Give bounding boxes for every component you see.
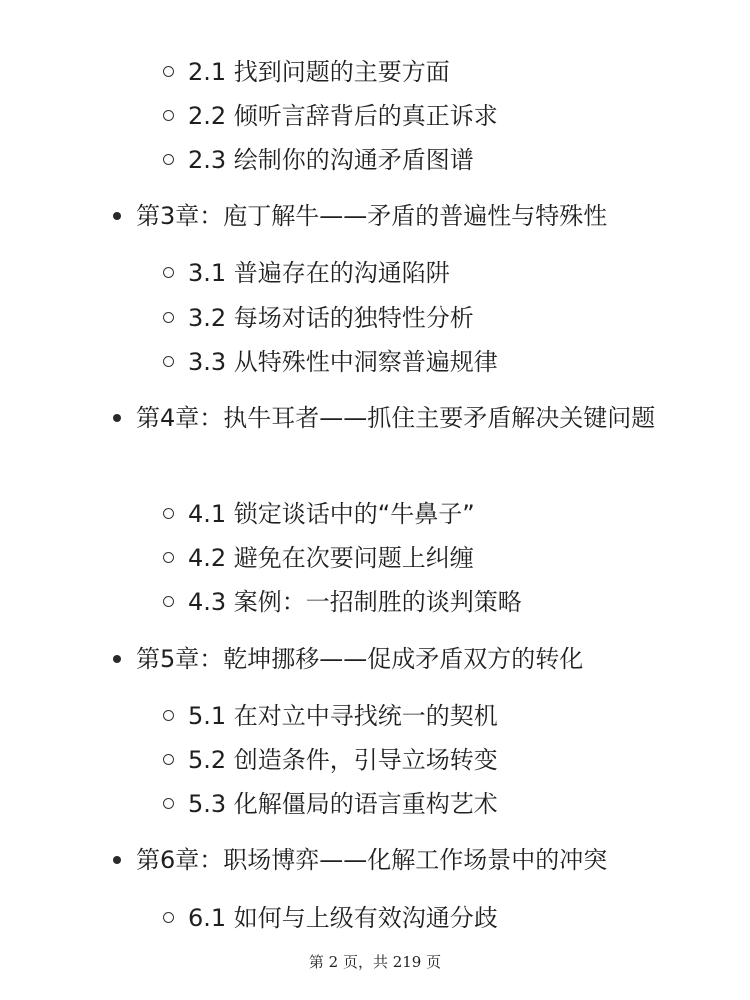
toc-sub-item-label: 2.3 绘制你的沟通矛盾图谱 bbox=[188, 146, 474, 174]
toc-sub-item-label: 5.2 创造条件，引导立场转变 bbox=[188, 746, 498, 774]
filled-bullet-icon bbox=[113, 212, 121, 220]
filled-bullet-icon bbox=[113, 856, 121, 864]
toc-sub-item-label: 5.3 化解僵局的语言重构艺术 bbox=[188, 790, 498, 818]
hollow-bullet-icon bbox=[163, 596, 174, 607]
toc-sub-item bbox=[163, 701, 498, 731]
toc-sub-item-label: 2.1 找到问题的主要方面 bbox=[188, 58, 450, 86]
hollow-bullet-icon bbox=[163, 710, 174, 721]
toc-sub-item-label: 5.1 在对立中寻找统一的契机 bbox=[188, 702, 498, 730]
toc-sub-item bbox=[163, 303, 474, 333]
hollow-bullet-icon bbox=[163, 66, 174, 77]
toc-sub-item bbox=[163, 543, 474, 573]
toc-sub-item bbox=[163, 57, 450, 87]
toc-sub-item bbox=[163, 587, 522, 617]
hollow-bullet-icon bbox=[163, 912, 174, 923]
toc-chapter-label: 第5章：乾坤挪移——促成矛盾双方的转化 bbox=[136, 645, 584, 673]
toc-sub-item-label: 4.2 避免在次要问题上纠缠 bbox=[188, 544, 474, 572]
hollow-bullet-icon bbox=[163, 154, 174, 165]
hollow-bullet-icon bbox=[163, 508, 174, 519]
toc-chapter-item bbox=[113, 196, 696, 236]
hollow-bullet-icon bbox=[163, 798, 174, 809]
filled-bullet-icon bbox=[113, 414, 121, 422]
toc-sub-item bbox=[163, 347, 498, 377]
toc-sub-item-label: 2.2 倾听言辞背后的真正诉求 bbox=[188, 102, 498, 130]
toc-sub-item-label: 3.1 普遍存在的沟通陷阱 bbox=[188, 259, 450, 287]
toc-chapter-label: 第6章：职场博弈——化解工作场景中的冲突 bbox=[136, 846, 608, 874]
toc-chapter-item bbox=[113, 398, 696, 438]
toc-sub-item bbox=[163, 145, 474, 175]
hollow-bullet-icon bbox=[163, 356, 174, 367]
toc-chapter-item bbox=[113, 840, 696, 880]
toc-sub-item bbox=[163, 499, 475, 529]
toc-sub-item bbox=[163, 789, 498, 819]
toc-chapter-label: 第4章：执牛耳者——抓住主要矛盾解决关键问题 bbox=[136, 404, 656, 432]
toc-sub-item bbox=[163, 101, 498, 131]
hollow-bullet-icon bbox=[163, 754, 174, 765]
filled-bullet-icon bbox=[113, 655, 121, 663]
hollow-bullet-icon bbox=[163, 110, 174, 121]
hollow-bullet-icon bbox=[163, 312, 174, 323]
hollow-bullet-icon bbox=[163, 552, 174, 563]
toc-sub-item-label: 4.1 锁定谈话中的“牛鼻子” bbox=[188, 500, 475, 528]
toc-sub-item bbox=[163, 903, 498, 933]
toc-chapter-label: 第3章：庖丁解牛——矛盾的普遍性与特殊性 bbox=[136, 202, 608, 230]
page-number-footer: 第 2 页，共 219 页 bbox=[308, 953, 442, 971]
toc-sub-item bbox=[163, 745, 498, 775]
toc-sub-item-label: 3.3 从特殊性中洞察普遍规律 bbox=[188, 348, 498, 376]
toc-sub-item-label: 3.2 每场对话的独特性分析 bbox=[188, 304, 474, 332]
hollow-bullet-icon bbox=[163, 267, 174, 278]
toc-chapter-item bbox=[113, 639, 696, 679]
toc-sub-item-label: 4.3 案例：一招制胜的谈判策略 bbox=[188, 588, 522, 616]
toc-sub-item bbox=[163, 258, 450, 288]
toc-sub-item-label: 6.1 如何与上级有效沟通分歧 bbox=[188, 904, 498, 932]
